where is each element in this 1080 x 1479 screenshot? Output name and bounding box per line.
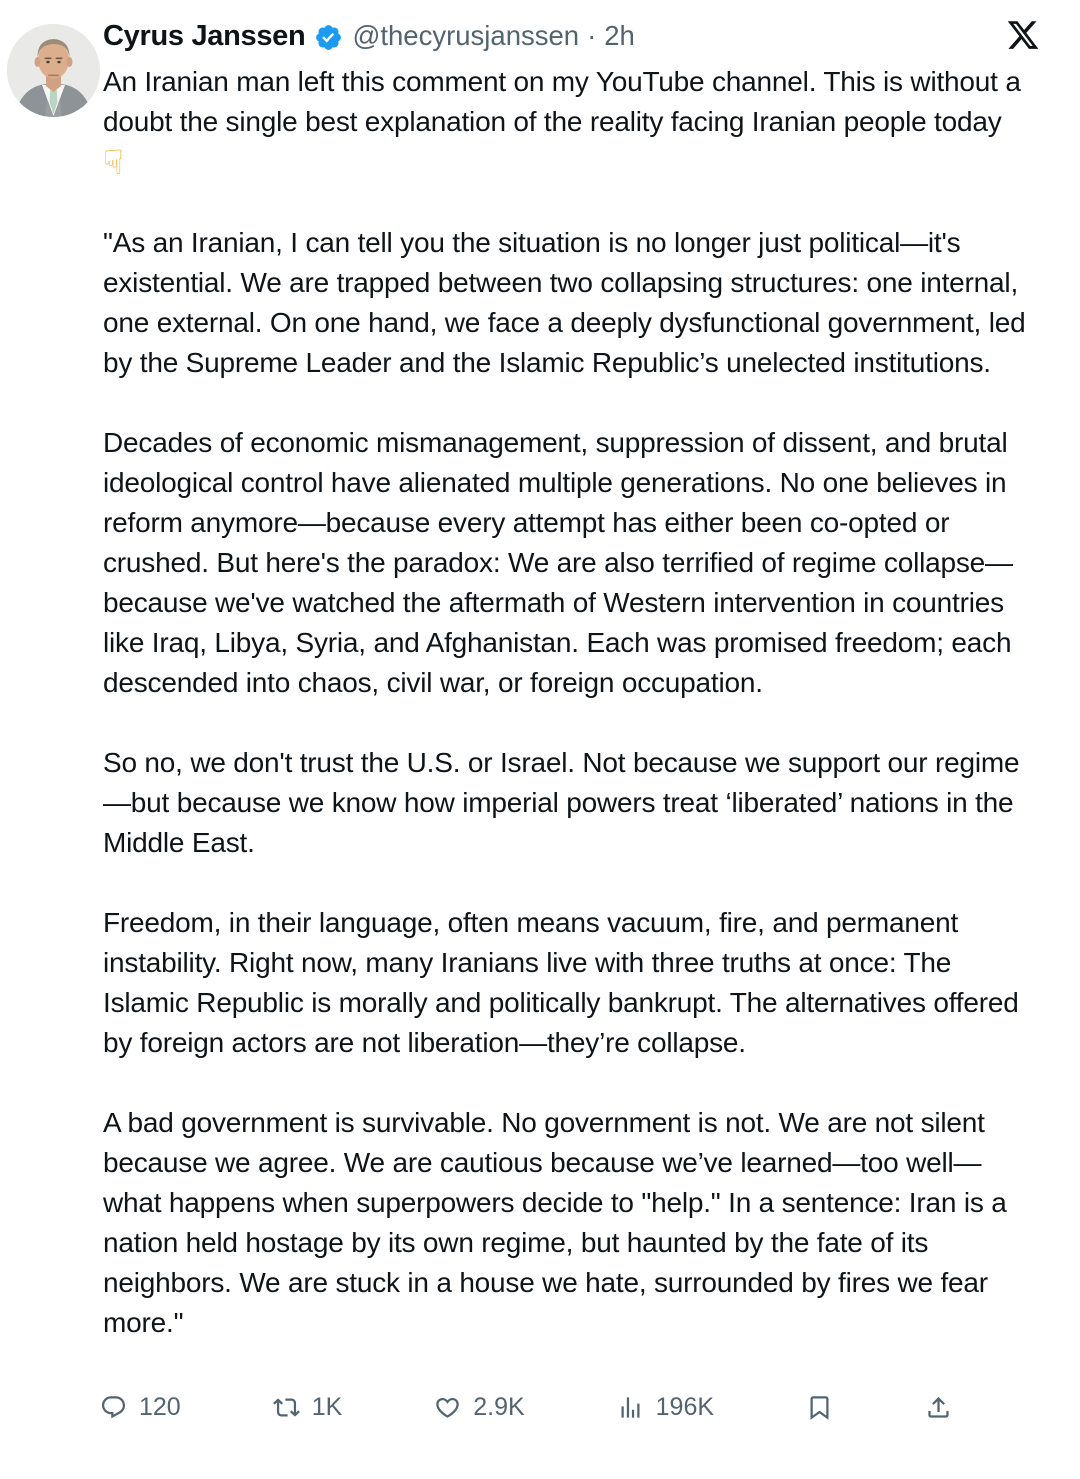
profile-photo [7, 24, 100, 117]
intro-paragraph: An Iranian man left this comment on my YouTube channel. This is without a doubt the single best explanation of the reality facing Iranian people today ☟ [103, 66, 1021, 183]
reply-button[interactable] [100, 1393, 181, 1422]
pointing-down-emoji: ☟ [103, 143, 124, 183]
repost-count: 1K [311, 1392, 343, 1421]
reply-count: 120 [139, 1392, 181, 1421]
heart-icon [434, 1394, 461, 1421]
timestamp[interactable]: 2h [604, 20, 635, 51]
x-logo[interactable] [1006, 18, 1040, 52]
like-button[interactable] [434, 1393, 524, 1422]
bookmark-icon [806, 1394, 833, 1421]
quote-paragraph: "As an Iranian, I can tell you the situation is no longer just political—it's existential. We are trapped between two collapsing structures: one internal, one external. On one hand, we face a deeply dysfunctional government, led by the Supreme Leader and the Islamic Republic’s unelected institutions. [103, 227, 1026, 378]
separator-dot: · [587, 20, 597, 51]
repost-button[interactable] [273, 1393, 343, 1422]
analytics-icon [617, 1394, 644, 1421]
author-handle[interactable]: @thecyrusjanssen [352, 20, 580, 51]
post-body [103, 62, 1028, 1343]
quote-paragraph: Freedom, in their language, often means vacuum, fire, and permanent instability. Right now, many Iranians live with three truths at once: The Islamic Republic is morally and politically bankrupt. The alternatives offered by foreign actors are not liberation—they’re collapse. [103, 907, 1019, 1058]
quote-paragraph: Decades of economic mismanagement, suppression of dissent, and brutal ideological control have alienated multiple generations. No one believes in reform anymore—because every attempt has either been co-opted or crushed. But here's the paradox: We are also terrified of regime collapse—because we've watched the aftermath of Western intervention in countries like Iraq, Libya, Syria, and Afghanistan. Each was promised freedom; each descended into chaos, civil war, or foreign occupation. [103, 427, 1013, 698]
reply-icon [100, 1394, 127, 1421]
bookmark-button[interactable] [806, 1394, 833, 1421]
like-count: 2.9K [473, 1392, 525, 1421]
views-button[interactable] [617, 1393, 714, 1422]
post-header [103, 16, 1028, 56]
quote-paragraph: A bad government is survivable. No government is not. We are not silent because we agree. We are cautious because we’ve learned—too well—what happens when superpowers decide to "help." In a sentence: Iran is a nation held hostage by its own regime, but haunted by the fate of its neighbors. We are stuck in a house we hate, surrounded by fires we fear more." [103, 1107, 1007, 1338]
verified-badge-icon [314, 23, 343, 52]
share-icon [925, 1394, 952, 1421]
avatar[interactable] [7, 24, 100, 117]
post [103, 0, 1028, 1343]
quote-paragraph: So no, we don't trust the U.S. or Israel. Not because we support our regime—but because we know how imperial powers treat ‘liberated’ nations in the Middle East. [103, 747, 1020, 858]
views-count: 196K [655, 1392, 715, 1421]
action-bar [100, 1383, 952, 1431]
author-name[interactable]: Cyrus Janssen [103, 19, 306, 52]
share-button[interactable] [925, 1394, 952, 1421]
repost-icon [273, 1394, 300, 1421]
